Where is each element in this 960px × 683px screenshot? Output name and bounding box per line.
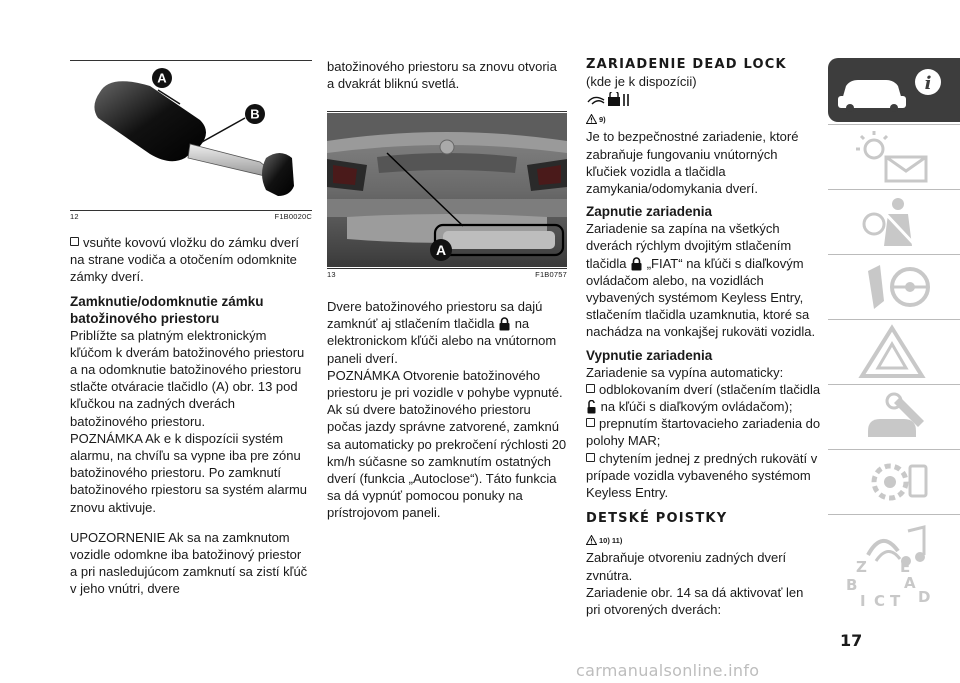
page-number: 17 (840, 631, 863, 650)
figure-12-code: F1B0020C (274, 212, 312, 221)
paragraph: POZNÁMKA Ak e k dispozícii systém alarmu, na chvíľu sa vypne iba pre zónu batožinového priestoru. Po zamknutí batožinového rpiestoru sa systém alarmu znovu aktivuje. (70, 430, 308, 515)
paragraph: Priblížte sa platným elektronickým kľúčom k dverám batožinového priestoru a na odomknutie batožinového priestoru stlačte otváracie tlačidlo (A) obr. 13 pod kľučkou na zadných dverách batožinového priestoru. (70, 327, 305, 429)
lock-icon (499, 317, 510, 331)
car-info-icon (828, 58, 960, 122)
tab-divider (828, 189, 960, 190)
section-title-child-locks: DETSKÉ POISTKY (586, 511, 728, 527)
warning-triangle-icon (586, 114, 597, 124)
bullet-square-icon (586, 418, 595, 427)
list-item: prepnutím štartovacieho zariadenia do polohy MAR; (586, 416, 821, 449)
tab-divider (828, 514, 960, 515)
section-heading: Zapnutie zariadenia (586, 204, 713, 220)
technical-data-icon (828, 450, 960, 514)
label-a: A (157, 70, 167, 86)
tab-warning-lights[interactable] (828, 125, 960, 189)
lock-icon (631, 257, 642, 271)
maintenance-icon (828, 385, 960, 449)
figure-12-number: 12 (70, 212, 79, 221)
figure-bottom-rule (327, 268, 567, 269)
paragraph: Je to bezpečnostné zariadenie, ktoré zabraňuje fungovaniu vnútorných kľučiek vozidla a tlačidla zamykania/odomykania dverí. (586, 129, 799, 197)
tab-divider (828, 254, 960, 255)
index-letters: Z E B A I C T D (846, 558, 931, 610)
tab-safety[interactable] (828, 190, 960, 254)
figure-13-number: 13 (327, 270, 336, 279)
figure-13-code: F1B0757 (535, 270, 567, 279)
section-title-dead-lock: ZARIADENIE DEAD LOCK (586, 57, 787, 72)
tab-divider (828, 449, 960, 450)
paragraph: Zabraňuje otvoreniu zadných dverí zvnútra. (586, 550, 787, 583)
column-1-text (70, 234, 312, 598)
tab-maintenance[interactable] (828, 385, 960, 449)
tab-car-info[interactable] (828, 58, 960, 122)
tab-divider (828, 319, 960, 320)
tab-technical-data[interactable] (828, 450, 960, 514)
tab-divider (828, 384, 960, 385)
warning-reference: 9) (586, 110, 821, 128)
tab-emergency[interactable] (828, 320, 960, 384)
figure-bottom-rule (70, 210, 312, 211)
figure-13-tailgate-photo (327, 113, 567, 267)
paragraph: tlačidla „FIAT“ na kľúči s diaľkovým ovládačom alebo, na vozidlách vybavených systémom Keyless Entry, stlačením tlačidla uzamknutia, ktoré sa nachádza na vonkajšej rukoväti vozidla. (586, 255, 816, 340)
list-item: odblokovaním dverí (stlačením tlačidla na kľúči s diaľkovým ovládačom); (586, 381, 821, 415)
paragraph: vsuňte kovovú vložku do zámku dverí na strane vodiča a otočením odomknite zámky dverí. (70, 235, 300, 285)
label-a: A (435, 242, 447, 258)
column-2-intro (327, 58, 567, 92)
paragraph: Ak sú dvere batožinového priestoru počas jazdy správne zatvorené, zamknú sa automaticky po prekročení rýchlosti 20 km/h súčasne so zamknutím ostatných dverí (funkcia „Autoclose“). Táto funkcia sa dá vypnúť pomocou ponuky na prístrojovom paneli. (327, 402, 567, 521)
list-item: chytením jednej z predných rukovätí v prípade vozidla vybaveného systémom Keyless Entry. (586, 450, 818, 501)
watermark: carmanualsonline.info (576, 661, 760, 680)
paragraph: Zariadenie sa zapína na všetkých dverách rýchlym dvojitým stlačením (586, 221, 792, 254)
paragraph: Zariadenie sa vypína automaticky: (586, 364, 784, 380)
bullet-square-icon (586, 453, 595, 462)
paragraph: Zariadenie obr. 14 sa dá aktivovať len pri otvorených dverách: (586, 584, 804, 618)
column-2-text (327, 298, 567, 522)
warning-lights-icon (828, 125, 960, 189)
tab-start-drive[interactable] (828, 255, 960, 319)
section-heading: Vypnutie zariadenia (586, 347, 713, 363)
paragraph: POZNÁMKA Otvorenie batožinového priestoru je pri vozidle v pohybe vypnuté. (327, 367, 563, 401)
column-3-text (586, 57, 821, 618)
unlock-icon (587, 400, 596, 414)
bullet-square-icon (70, 237, 79, 246)
section-heading: Zamknutie/odomknutie zámku batožinového priestoru (70, 293, 264, 326)
bullet-square-icon (586, 384, 595, 393)
label-b: B (250, 106, 260, 122)
start-drive-icon (828, 255, 960, 319)
seatbelt-airbag-icon (828, 190, 960, 254)
warning-triangle-icon (586, 535, 597, 545)
tab-index[interactable] (828, 548, 960, 612)
figure-12-key-illustration (70, 62, 312, 208)
subtitle: (kde je k dispozícii) (586, 74, 697, 89)
keyless-lock-symbol-icon (586, 92, 634, 108)
figure-top-rule (327, 111, 567, 112)
paragraph: batožinového priestoru sa znovu otvoria a dvakrát bliknú svetlá. (327, 59, 557, 92)
svg-text:i: i (924, 73, 932, 94)
figure-top-rule (70, 60, 312, 61)
emergency-icon (828, 320, 960, 384)
paragraph: UPOZORNENIE Ak sa na zamknutom vozidle odomkne iba batožinový priestor a pri nasledujúcom zamknutí sa zistí kľúč v jeho vnútri, dvere (70, 529, 308, 597)
warning-reference: 10) 11) (586, 531, 821, 549)
paragraph: Dvere batožinového priestoru sa dajú zamknúť aj stlačením tlačidla na elektronickom kľúči alebo na vnútornom paneli dverí. (327, 299, 557, 366)
tab-divider (828, 124, 960, 125)
